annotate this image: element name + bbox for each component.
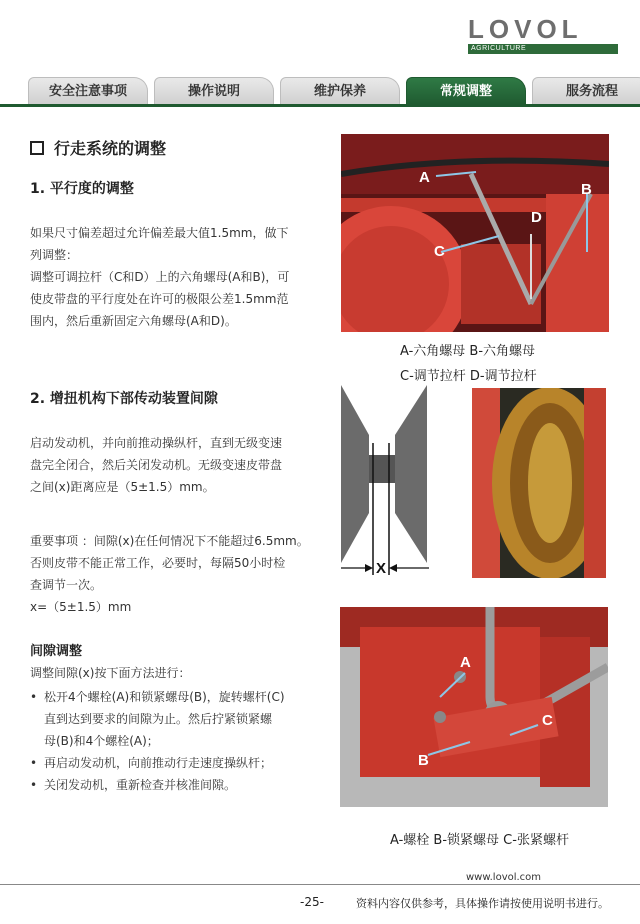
photo1-label: C (434, 243, 445, 260)
brand-sub: AGRICULTURE (468, 44, 618, 54)
note-line: 重要事项 ：间隙(x)在任何情况下不能超过6.5mm。 (30, 534, 309, 548)
s1-line: 围内，然后重新固定六角螺母(A和D)。 (30, 314, 237, 328)
s1-line: 列调整： (30, 248, 79, 262)
pulley-photo (472, 388, 606, 578)
photo1-label: A (419, 169, 430, 186)
photo1-caption-1: A-六角螺母 B-六角螺母 (400, 344, 536, 359)
list-item (30, 686, 330, 752)
s1-line: 使皮带盘的平行度处在许可的极限公差1.5mm范 (30, 292, 289, 306)
footer-url[interactable]: www.lovol.com (466, 872, 542, 883)
step-line: 直到达到要求的间隙为止。然后拧紧锁紧螺 (44, 712, 273, 726)
footer-divider (0, 884, 640, 885)
s2-text (30, 432, 282, 498)
tensioner-photo (340, 607, 608, 807)
section-tabs (28, 77, 640, 105)
note-line: x=（5±1.5）mm (30, 600, 132, 614)
tab-adjustment[interactable]: 常规调整 (406, 77, 526, 105)
photo3-label: C (542, 712, 553, 729)
s2-title: 2. 增扭机构下部传动装置间隙 (30, 391, 218, 407)
s2-line: 启动发动机，并向前推动操纵杆，直到无级变速 (30, 436, 283, 450)
s2-line: 盘完全闭合，然后关闭发动机。无级变速皮带盘 (30, 458, 283, 472)
photo3-caption: A-螺栓 B-锁紧螺母 C-张紧螺杆 (390, 833, 569, 848)
s1-line: 如果尺寸偏差超过允许偏差最大值1.5mm，做下 (30, 226, 289, 240)
section-title (30, 136, 166, 159)
list-item: • 再启动发动机，向前推动行走速度操纵杆； (30, 752, 330, 774)
list-item: • 关闭发动机，重新检查并核准间隙。 (30, 774, 330, 796)
note-line: 否则皮带不能正常工作，必要时，每隔50小时检 (30, 556, 286, 570)
brand-name: LOVOL (468, 14, 583, 44)
s1-title: 1. 平行度的调整 (30, 181, 134, 197)
step-line: • 松开4个螺栓(A)和锁紧螺母(B)，旋转螺杆(C) (44, 690, 285, 704)
photo1-caption-2: C-调节拉杆 D-调节拉杆 (400, 369, 537, 384)
footer-disclaimer: 资料内容仅供参考，具体操作请按使用说明书进行。 (356, 897, 609, 910)
gap-adjust-intro: 调整间隙(x)按下面方法进行： (30, 666, 191, 680)
tab-maintenance[interactable]: 维护保养 (280, 77, 400, 105)
checkbox-icon (30, 141, 44, 155)
photo1-label: B (581, 181, 592, 198)
photo1-label: D (531, 209, 542, 226)
section-title-text: 行走系统的调整 (54, 139, 167, 158)
pulley-gap-diagram (339, 383, 431, 579)
linkage-photo (341, 134, 609, 332)
page-number: -25- (300, 895, 324, 909)
gap-adjust-title: 间隙调整 (30, 644, 83, 659)
photo3-label: A (460, 654, 471, 671)
photo3-label: B (418, 752, 429, 769)
tab-service[interactable]: 服务流程 (532, 77, 640, 105)
note-line: 查调节一次。 (30, 578, 103, 592)
tab-underline (0, 104, 640, 107)
s2-note (30, 530, 309, 618)
s2-line: 之间(x)距离应是（5±1.5）mm。 (30, 480, 215, 494)
s1-line: 调整可调拉杆（C和D）上的六角螺母(A和B)，可 (30, 270, 290, 284)
s1-text (30, 222, 289, 332)
gap-x-label: X (376, 560, 387, 577)
gap-steps-list (30, 686, 330, 796)
step-line: 母(B)和4个螺栓(A)； (44, 734, 159, 748)
lovol-logo (468, 16, 618, 54)
tab-operation[interactable]: 操作说明 (154, 77, 274, 105)
tab-safety[interactable]: 安全注意事项 (28, 77, 148, 105)
